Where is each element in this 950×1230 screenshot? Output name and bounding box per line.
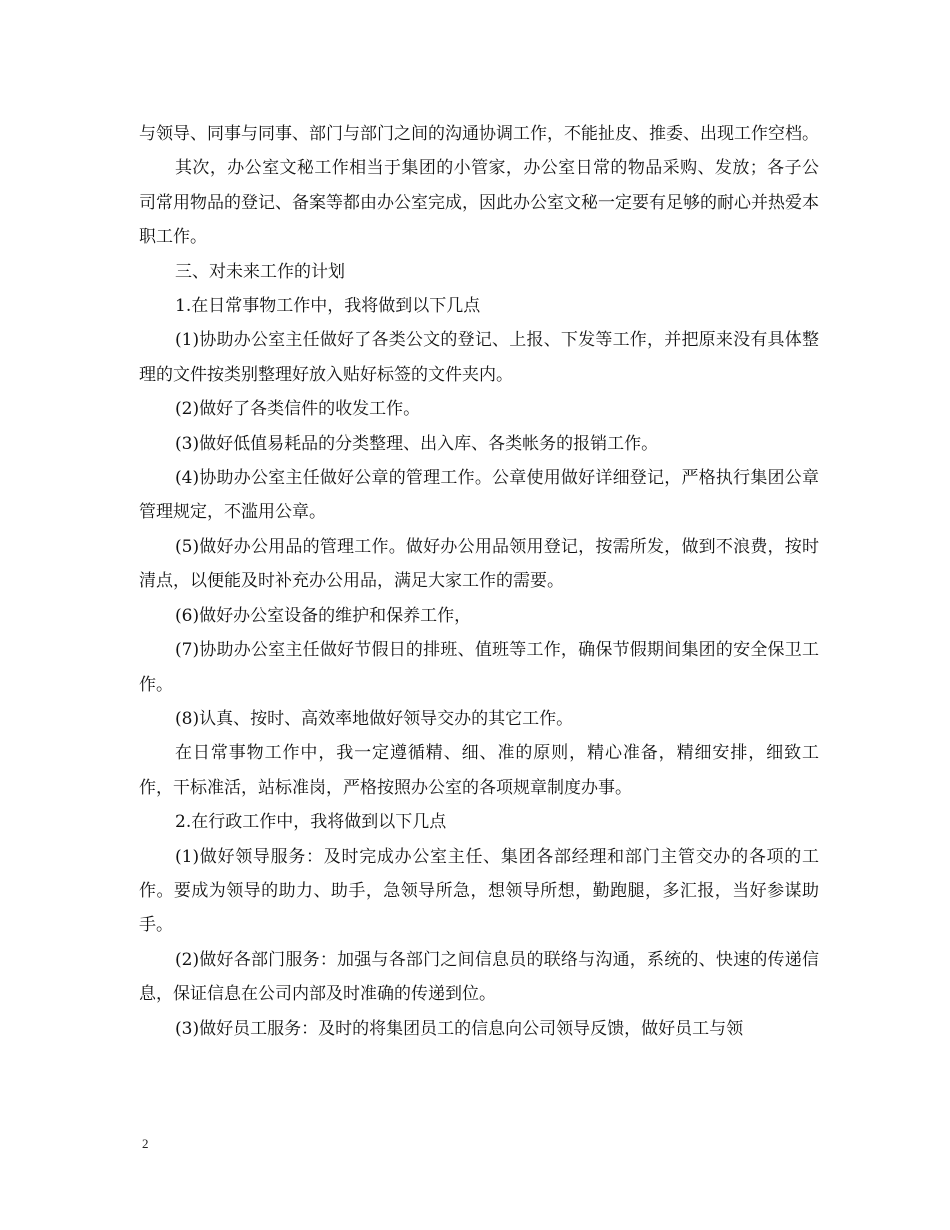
paragraph: 其次，办公室文秘工作相当于集团的小管家，办公室日常的物品采购、发放；各子公司常用物品的登记、备案等都由办公室完成，因此办公室文秘一定要有足够的耐心并热爱本职工作。 <box>139 158 819 248</box>
list-item: (2)做好各部门服务：加强与各部门之间信息员的联络与沟通，系统的、快速的传递信息，保证信息在公司内部及时准确的传递到位。 <box>139 949 819 1005</box>
page-number: 2 <box>142 1136 149 1151</box>
list-item: (7)协助办公室主任做好节假日的排班、值班等工作，确保节假期间集团的安全保卫工作。 <box>139 640 819 695</box>
list-item: (2)做好了各类信件的收发工作。 <box>175 399 421 420</box>
subsection-heading: 2.在行政工作中，我将做到以下几点 <box>175 812 447 833</box>
paragraph: 与领导、同事与同事、部门与部门之间的沟通协调工作，不能扯皮、推委、出现工作空档。 <box>139 124 819 144</box>
list-item: (3)做好员工服务：及时的将集团员工的信息向公司领导反馈，做好员工与领 <box>175 1018 744 1039</box>
list-item: (4)协助办公室主任做好公章的管理工作。公章使用做好详细登记，严格执行集团公章管理规定，不滥用公章。 <box>139 468 819 523</box>
paragraph: 在日常事物工作中，我一定遵循精、细、准的原则，精心准备，精细安排，细致工作，干标准活，站标准岗，严格按照办公室的各项规章制度办事。 <box>139 743 819 798</box>
list-item: (8)认真、按时、高效率地做好领导交办的其它工作。 <box>175 708 574 729</box>
list-item: (6)做好办公室设备的维护和保养工作， <box>175 605 472 626</box>
list-item: (1)做好领导服务：及时完成办公室主任、集团各部经理和部门主管交办的各项的工作。要成为领导的助力、助手，急领导所急，想领导所想，勤跑腿，多汇报，当好参谋助手。 <box>139 846 819 936</box>
document-body <box>139 117 819 1046</box>
list-item: (5)做好办公用品的管理工作。做好办公用品领用登记，按需所发，做到不浪费，按时清点，以便能及时补充办公用品，满足大家工作的需要。 <box>139 536 819 592</box>
list-item: (1)协助办公室主任做好了各类公文的登记、上报、下发等工作，并把原来没有具体整理的文件按类别整理好放入贴好标签的文件夹内。 <box>139 330 819 385</box>
section-heading: 三、对未来工作的计划 <box>175 261 345 282</box>
list-item: (3)做好低值易耗品的分类整理、出入库、各类帐务的报销工作。 <box>175 433 659 454</box>
subsection-heading: 1.在日常事物工作中，我将做到以下几点 <box>175 296 481 317</box>
